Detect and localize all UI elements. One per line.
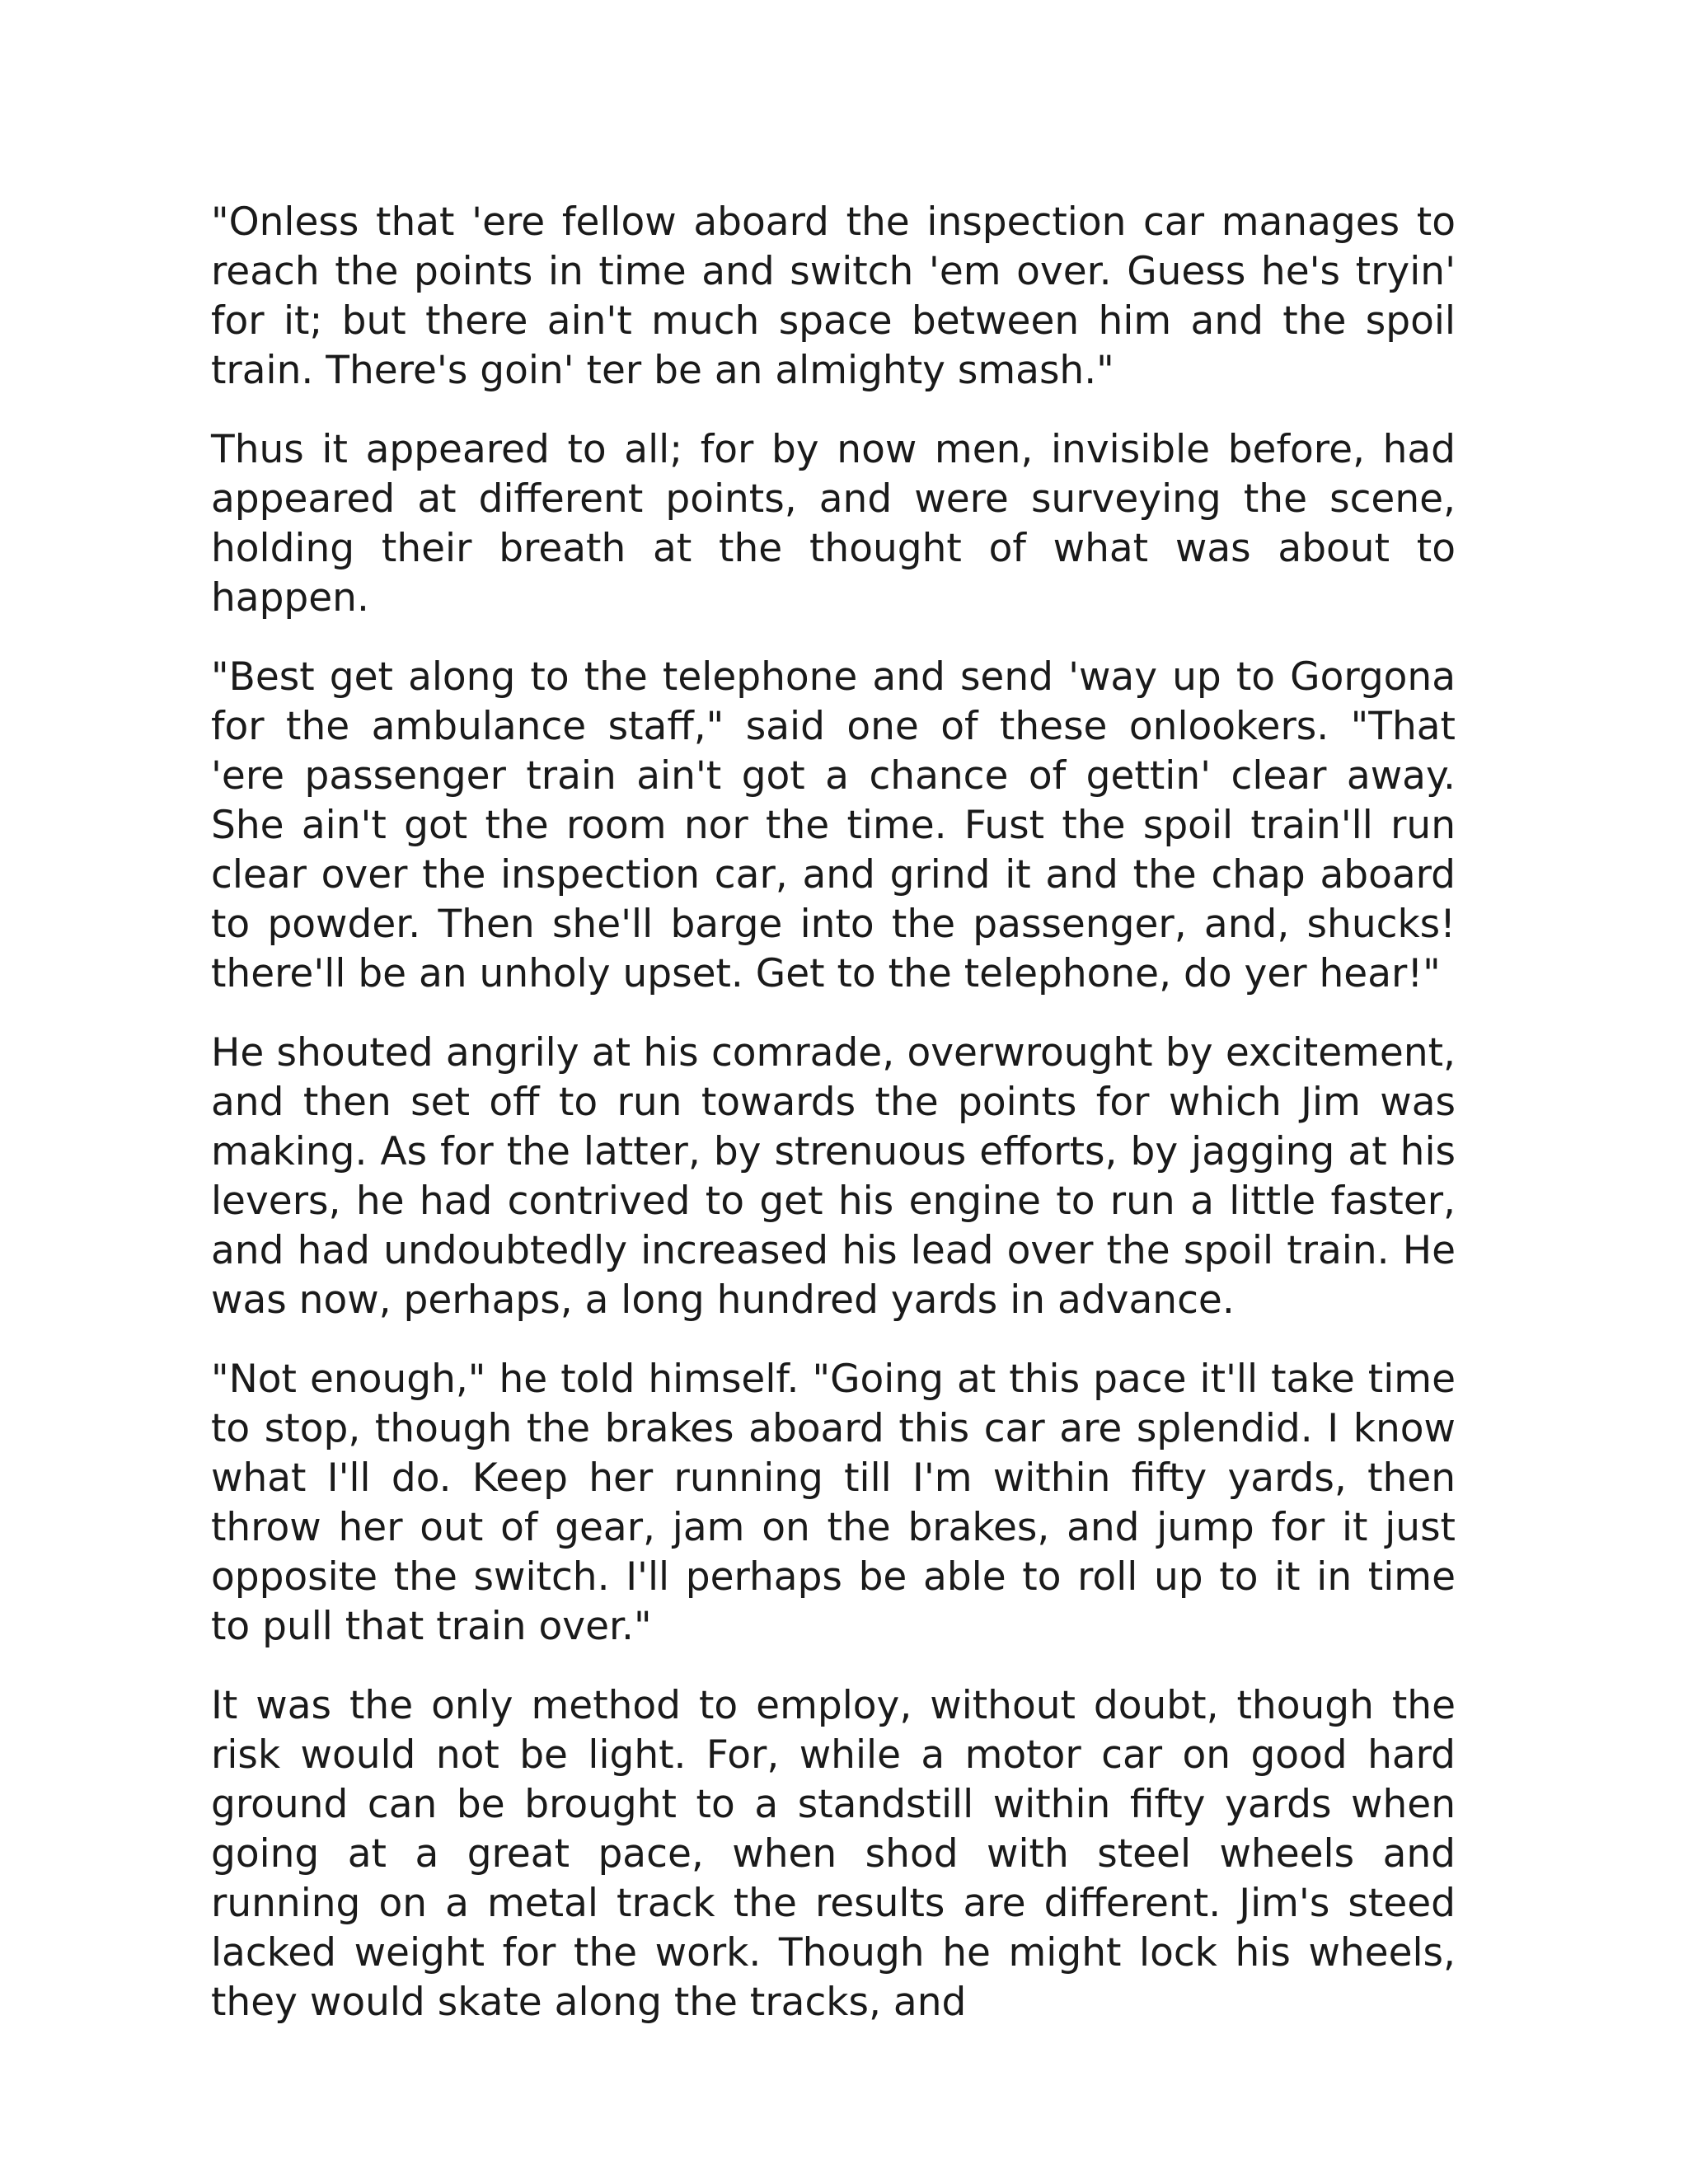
paragraph-6: It was the only method to employ, without doubt, though the risk would not be light. For, while a motor car on good hard ground can be brought to a standstill within fifty yards when going at a great pace, when shod with steel wheels and running on a metal track the results are different. Jim's steed lacked weight for the work. Though he might lock his wheels, they would skate along the tracks, and [211, 1683, 1456, 2025]
paragraph-2: Thus it appeared to all; for by now men, invisible before, had appeared at different points, and were surveying the scene, holding their breath at the thought of what was about to happen. [211, 427, 1456, 621]
body-text [211, 198, 1456, 2027]
paragraph-4: He shouted angrily at his comrade, overwrought by excitement, and then set off to run towards the points for which Jim was making. As for the latter, by strenuous efforts, by jagging at his levers, he had contrived to get his engine to run a little faster, and had undoubtedly increased his lead over the spoil train. He was now, perhaps, a long hundred yards in advance. [211, 1030, 1456, 1323]
paragraph-3: "Best get along to the telephone and send 'way up to Gorgona for the ambulance staff," said one of these onlookers. "That 'ere passenger train ain't got a chance of gettin' clear away. She ain't got the room nor the time. Fust the spoil train'll run clear over the inspection car, and grind it and the chap aboard to powder. Then she'll barge into the passenger, and, shucks! there'll be an unholy upset. Get to the telephone, do yer hear!" [211, 654, 1456, 996]
paragraph-1: "Onless that 'ere fellow aboard the inspection car manages to reach the points in time and switch 'em over. Guess he's tryin' for it; but there ain't much space between him and the spoil train. There's goin' ter be an almighty smash." [211, 199, 1456, 393]
paragraph-5: "Not enough," he told himself. "Going at this pace it'll take time to stop, though the brakes aboard this car are splendid. I know what I'll do. Keep her running till I'm within fifty yards, then throw her out of gear, jam on the brakes, and jump for it just opposite the switch. I'll perhaps be able to roll up to it in time to pull that train over." [211, 1357, 1456, 1649]
